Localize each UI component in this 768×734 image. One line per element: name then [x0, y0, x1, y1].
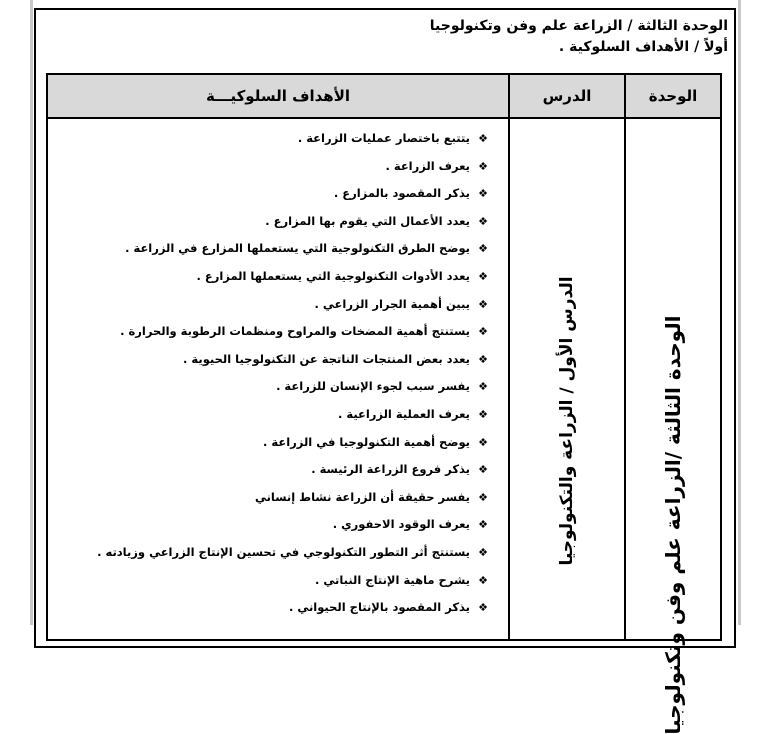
goals-list — [48, 119, 508, 622]
goal-text: يفسر حقيقة أن الزراعة نشاط إنساني — [254, 489, 470, 504]
list-item — [48, 180, 488, 208]
list-item — [48, 567, 488, 595]
list-item — [48, 235, 488, 263]
list-item — [48, 208, 488, 236]
header-lesson: الدرس — [509, 74, 625, 118]
page-edge-left — [30, 0, 33, 625]
goal-text: يعدد بعض المنتجات الناتجة عن التكنولوجيا الحيوية . — [183, 351, 470, 366]
diamond-bullet-icon: ❖ — [478, 187, 488, 201]
goal-text: يوضح الطرق التكنولوجية التي يستعملها المزارع في الزراعة . — [125, 241, 470, 256]
goal-text: يوضح أهمية التكنولوجيا في الزراعة . — [263, 434, 470, 449]
list-item — [48, 484, 488, 512]
diamond-bullet-icon: ❖ — [478, 435, 488, 449]
header-unit: الوحدة — [625, 74, 721, 118]
unit-name: الوحدة الثالثة /الزراعة علم وفن وتكنولوجيا — [661, 315, 685, 734]
list-item — [48, 373, 488, 401]
section-heading: أولاً / الأهداف السلوكية . — [558, 39, 728, 55]
list-item — [48, 401, 488, 429]
goal-text: يعرف الزراعة . — [385, 158, 470, 173]
diamond-bullet-icon: ❖ — [478, 352, 488, 366]
goal-text: يفسر سبب لجوء الإنسان للزراعة . — [276, 379, 470, 394]
goal-text: يستنتج أهمية المضخات والمراوح ومنظمات الرطوبة والحرارة . — [120, 324, 470, 339]
unit-heading: الوحدة الثالثة / الزراعة علم وفن وتكنولوجيا — [429, 18, 728, 34]
goal-text: يذكر المقصود بالإنتاج الحيواني . — [288, 600, 470, 615]
goal-text: يتتبع باختصار عمليات الزراعة . — [297, 131, 470, 145]
goal-text: يعدد الأدوات التكنولوجية التي يستعملها المزارع . — [196, 268, 470, 283]
goal-text: يعرف العملية الزراعية . — [337, 406, 470, 421]
goal-text: يشرح ماهية الإنتاج النباتي . — [315, 572, 470, 587]
list-item — [48, 318, 488, 346]
diamond-bullet-icon: ❖ — [478, 269, 488, 283]
goal-text: يعرف الوقود الاحفوري . — [332, 517, 470, 532]
list-item — [48, 263, 488, 291]
goal-text: يذكر فروع الزراعة الرئيسة . — [311, 462, 470, 477]
diamond-bullet-icon: ❖ — [478, 463, 488, 477]
goals-cell — [47, 118, 509, 640]
diamond-bullet-icon: ❖ — [478, 132, 488, 145]
diamond-bullet-icon: ❖ — [478, 601, 488, 615]
lesson-name: الدرس الأول / الزراعة والتكنولوجيا — [557, 276, 577, 566]
list-item — [48, 291, 488, 319]
list-item — [48, 125, 488, 153]
table-header-row — [47, 74, 721, 118]
list-item — [48, 346, 488, 374]
header-goals: الأهداف السلوكيـــة — [47, 74, 509, 118]
diamond-bullet-icon: ❖ — [478, 242, 488, 256]
goal-text: يعدد الأعمال التي يقوم بها المزارع . — [265, 213, 470, 228]
list-item — [48, 153, 488, 181]
lesson-cell — [509, 118, 625, 640]
diamond-bullet-icon: ❖ — [478, 490, 488, 504]
goal-text: يستنتج أثر التطور التكنولوجي في تحسين الإنتاج الزراعي وزيادته . — [97, 544, 470, 559]
objectives-table — [46, 73, 722, 734]
page-edge-right — [738, 0, 741, 625]
list-item — [48, 429, 488, 457]
list-item — [48, 456, 488, 484]
diamond-bullet-icon: ❖ — [478, 380, 488, 394]
list-item — [48, 594, 488, 622]
goal-text: يذكر المقصود بالمزارع . — [333, 186, 470, 201]
diamond-bullet-icon: ❖ — [478, 573, 488, 587]
list-item — [48, 511, 488, 539]
table-row — [47, 118, 721, 640]
list-item — [48, 539, 488, 567]
diamond-bullet-icon: ❖ — [478, 159, 488, 173]
diamond-bullet-icon: ❖ — [478, 325, 488, 339]
diamond-bullet-icon: ❖ — [478, 297, 488, 311]
diamond-bullet-icon: ❖ — [478, 407, 488, 421]
diamond-bullet-icon: ❖ — [478, 214, 488, 228]
unit-cell — [625, 118, 721, 734]
goal-text: يبين أهمية الجرار الزراعي . — [314, 296, 470, 311]
diamond-bullet-icon: ❖ — [478, 518, 488, 532]
diamond-bullet-icon: ❖ — [478, 545, 488, 559]
